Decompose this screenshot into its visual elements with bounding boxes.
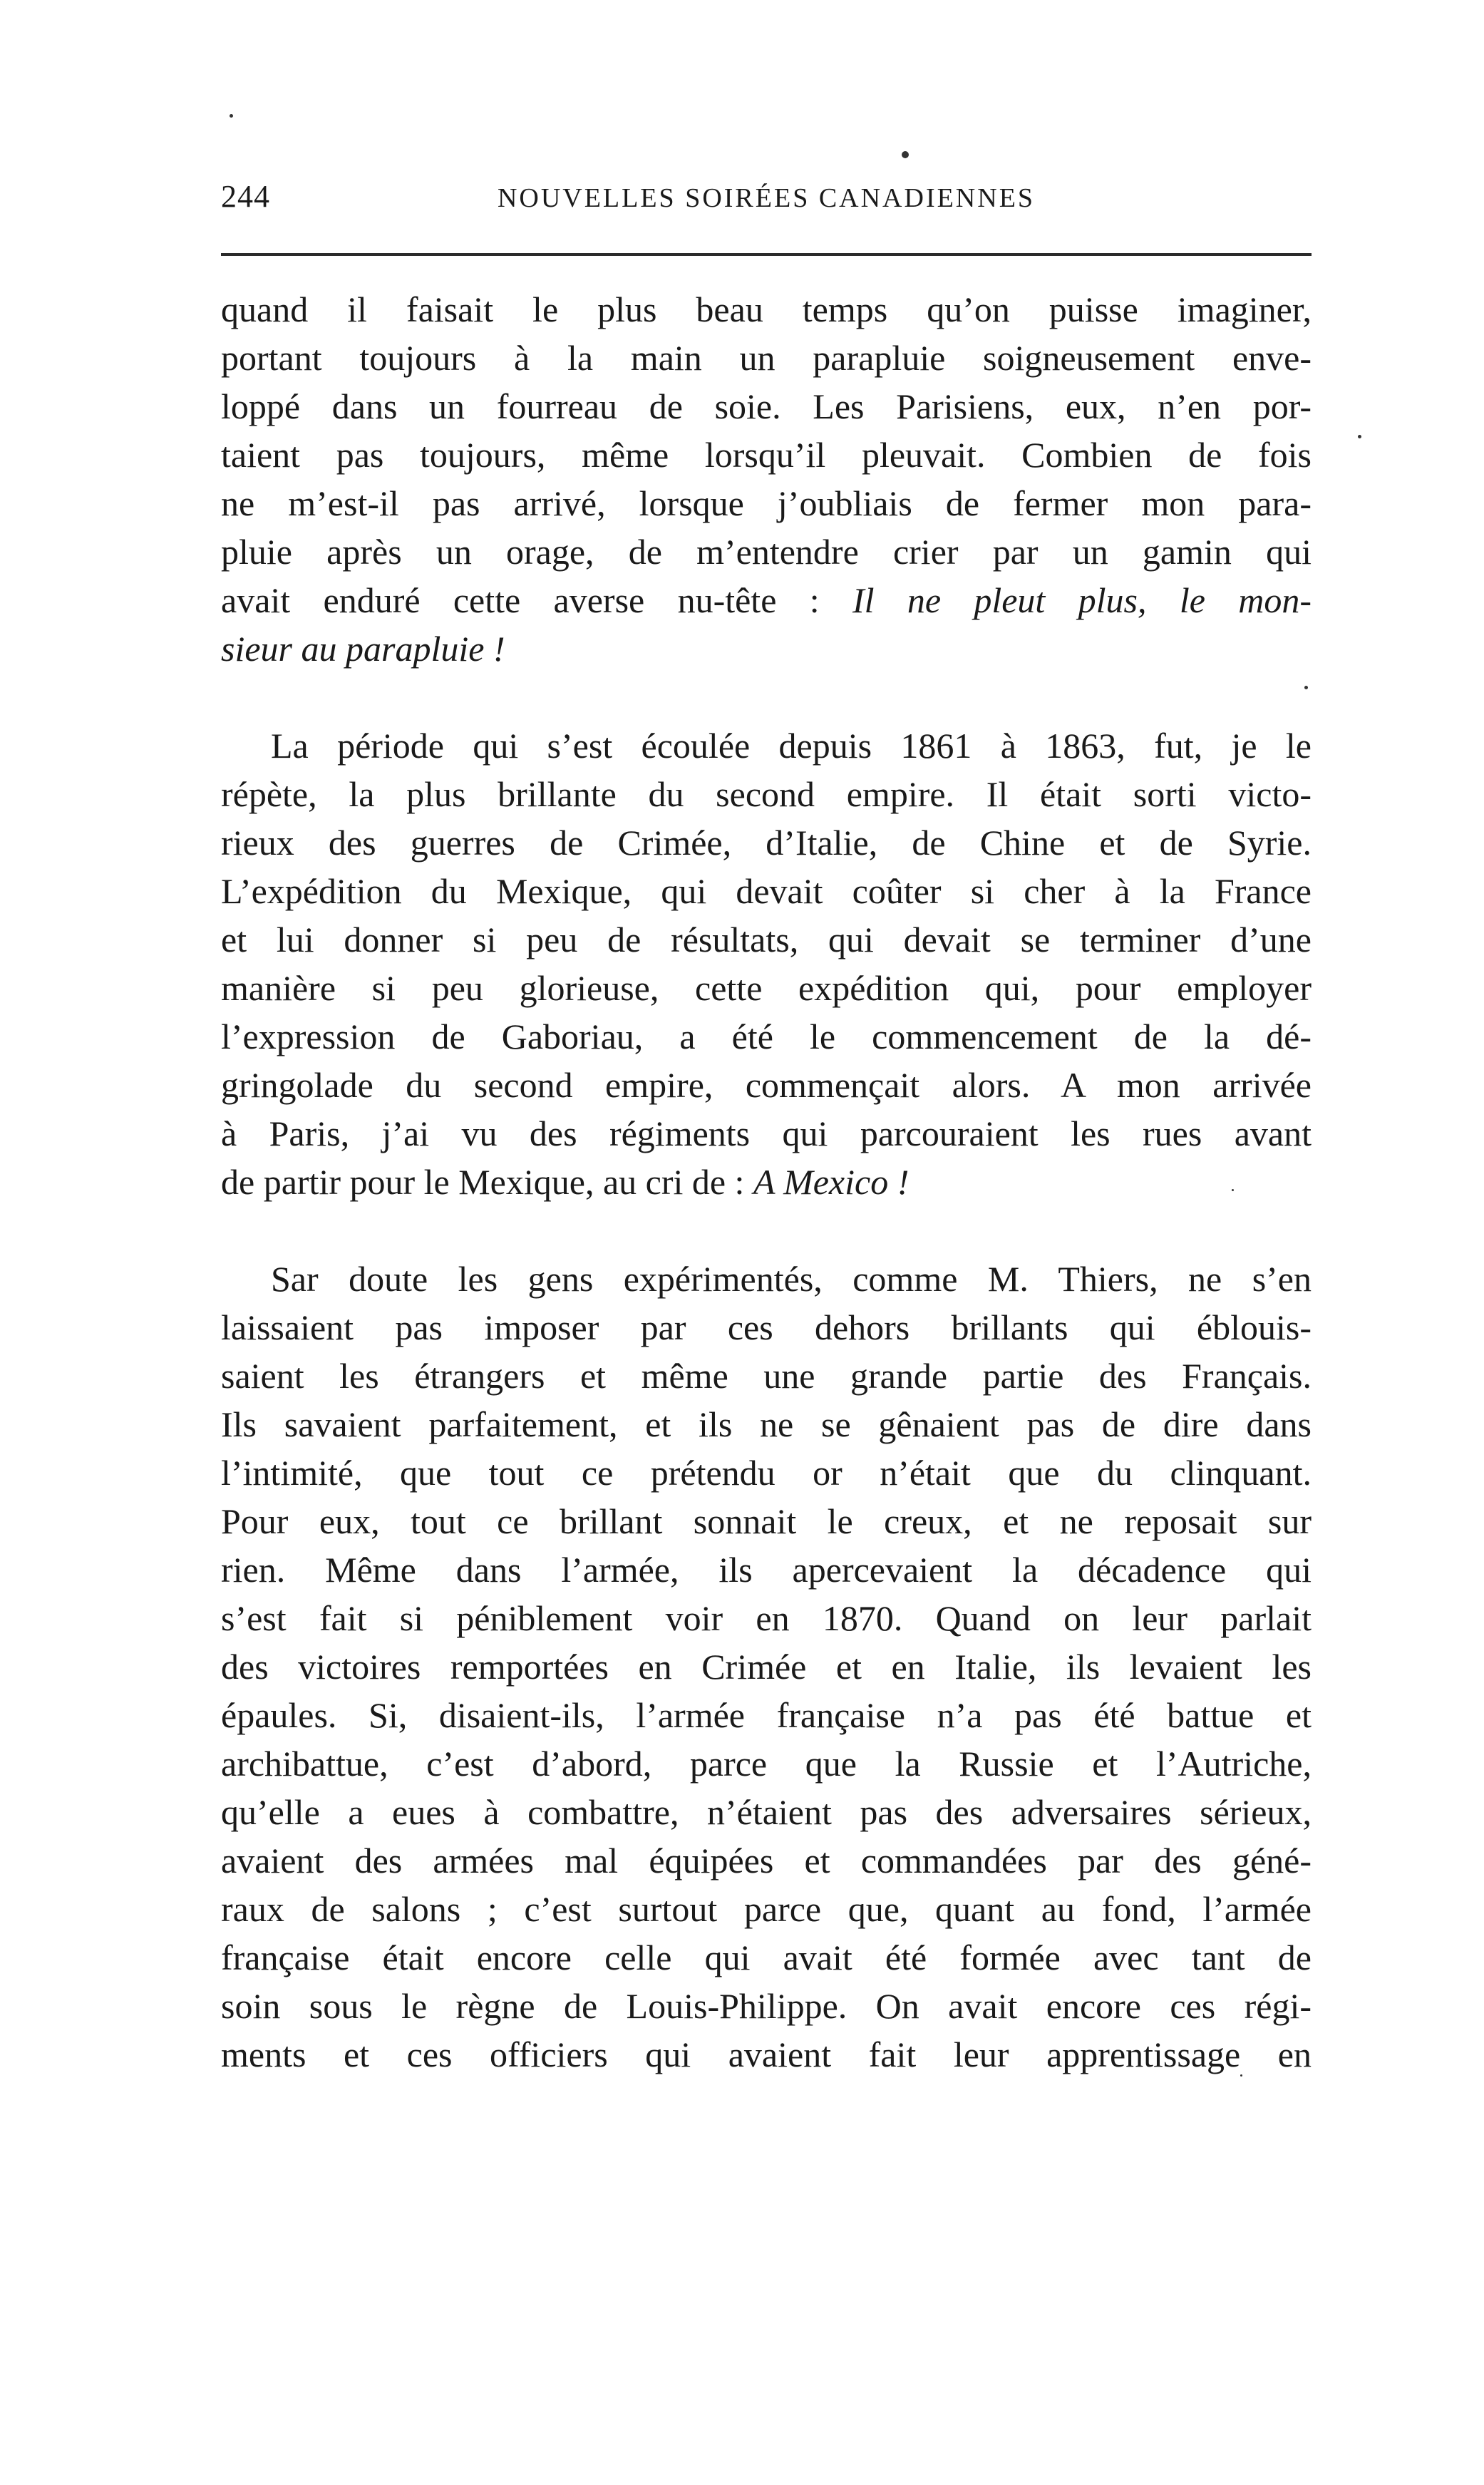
text-line: à Paris, j’ai vu des régiments qui parcouraient les rues avant [221,1113,1312,1153]
text-line: pluie après un orage, de m’entendre crier par un gamin qui [221,532,1312,572]
text-line: gringolade du second empire, commençait alors. A mon arrivée [221,1065,1312,1105]
text-line: laissaient pas imposer par ces dehors brillants qui éblouis- [221,1307,1312,1347]
text-line: et lui donner si peu de résultats, qui devait se terminer d’une [221,920,1312,959]
text-line: française était encore celle qui avait été formée avec tant de [221,1938,1312,1977]
scan-speck [1358,435,1361,438]
text-line: épaules. Si, disaient-ils, l’armée française n’a pas été battue et [221,1695,1312,1735]
text-line: Ils savaient parfaitement, et ils ne se gênaient pas de dire dans [221,1404,1312,1444]
scan-speck [902,151,909,158]
paragraph-2 [221,721,1312,1206]
text-line: raux de salons ; c’est surtout parce que, quant au fond, l’armée [221,1889,1312,1929]
text-line: rieux des guerres de Crimée, d’Italie, de Chine et de Syrie. [221,823,1312,863]
text-line: Pour eux, tout ce brillant sonnait le creux, et ne reposait sur [221,1501,1312,1541]
page-header [221,178,1312,228]
text-line: L’expédition du Mexique, qui devait coûter si cher à la France [221,871,1312,911]
text-line: La période qui s’est écoulée depuis 1861 à 1863, fut, je le [271,726,1312,766]
scan-speck [230,114,233,118]
scan-speck [1232,1189,1234,1191]
text-line: qu’elle a eues à combattre, n’étaient pas des adversaires sérieux, [221,1792,1312,1832]
text-line [221,624,1312,673]
text-line-with-italic [221,1158,1312,1206]
text-line: taient pas toujours, même lorsqu’il pleuvait. Combien de fois [221,435,1312,475]
text-line: saient les étrangers et même une grande partie des Français. [221,1356,1312,1396]
text-line: Sar doute les gens expérimentés, comme M. Thiers, ne s’en [271,1259,1312,1299]
text-line: ments et ces officiers qui avaient fait leur apprentissage en [221,2034,1312,2074]
text-line: avaient des armées mal équipées et commandées par des géné- [221,1841,1312,1881]
running-head: NOUVELLES SOIRÉES CANADIENNES [497,183,1036,213]
page-number: 244 [221,179,270,214]
text-line: quand il faisait le plus beau temps qu’on puisse imaginer, [221,289,1312,329]
italic-quote: Il ne pleut plus, le mon- [852,580,1312,620]
text-line: portant toujours à la main un parapluie soigneusement enve- [221,338,1312,378]
scan-speck [1240,2074,1242,2077]
text-line: soin sous le règne de Louis-Philippe. On avait encore ces régi- [221,1986,1312,2026]
text-line: des victoires remportées en Crimée et en Italie, ils levaient les [221,1647,1312,1687]
body-text [221,285,1312,2079]
paragraph-1 [221,285,1312,673]
italic-quote: sieur au parapluie ! [221,629,505,669]
text-segment: de partir pour le Mexique, au cri de : [221,1162,745,1202]
paragraph-gap [221,1206,1312,1255]
paragraph-3 [221,1255,1312,2079]
text-line: l’expression de Gaboriau, a été le commencement de la dé- [221,1017,1312,1056]
text-line-with-italic [221,576,1312,624]
text-line: archibattue, c’est d’abord, parce que la Russie et l’Autriche, [221,1744,1312,1784]
text-line: ne m’est-il pas arrivé, lorsque j’oubliais de fermer mon para- [221,483,1312,523]
text-line: loppé dans un fourreau de soie. Les Parisiens, eux, n’en por- [221,386,1312,426]
text-line: s’est fait si péniblement voir en 1870. Quand on leur parlait [221,1598,1312,1638]
text-line: rien. Même dans l’armée, ils apercevaient la décadence qui [221,1550,1312,1590]
header-rule [221,253,1312,256]
scan-speck [1304,686,1308,689]
text-line: l’intimité, que tout ce prétendu or n’était que du clinquant. [221,1453,1312,1493]
text-line: répète, la plus brillante du second empire. Il était sorti victo- [221,774,1312,814]
paragraph-gap [221,673,1312,721]
text-line: manière si peu glorieuse, cette expédition qui, pour employer [221,968,1312,1008]
italic-quote: A Mexico ! [753,1162,910,1202]
text-segment: avait enduré cette averse nu-tête : [221,580,820,620]
